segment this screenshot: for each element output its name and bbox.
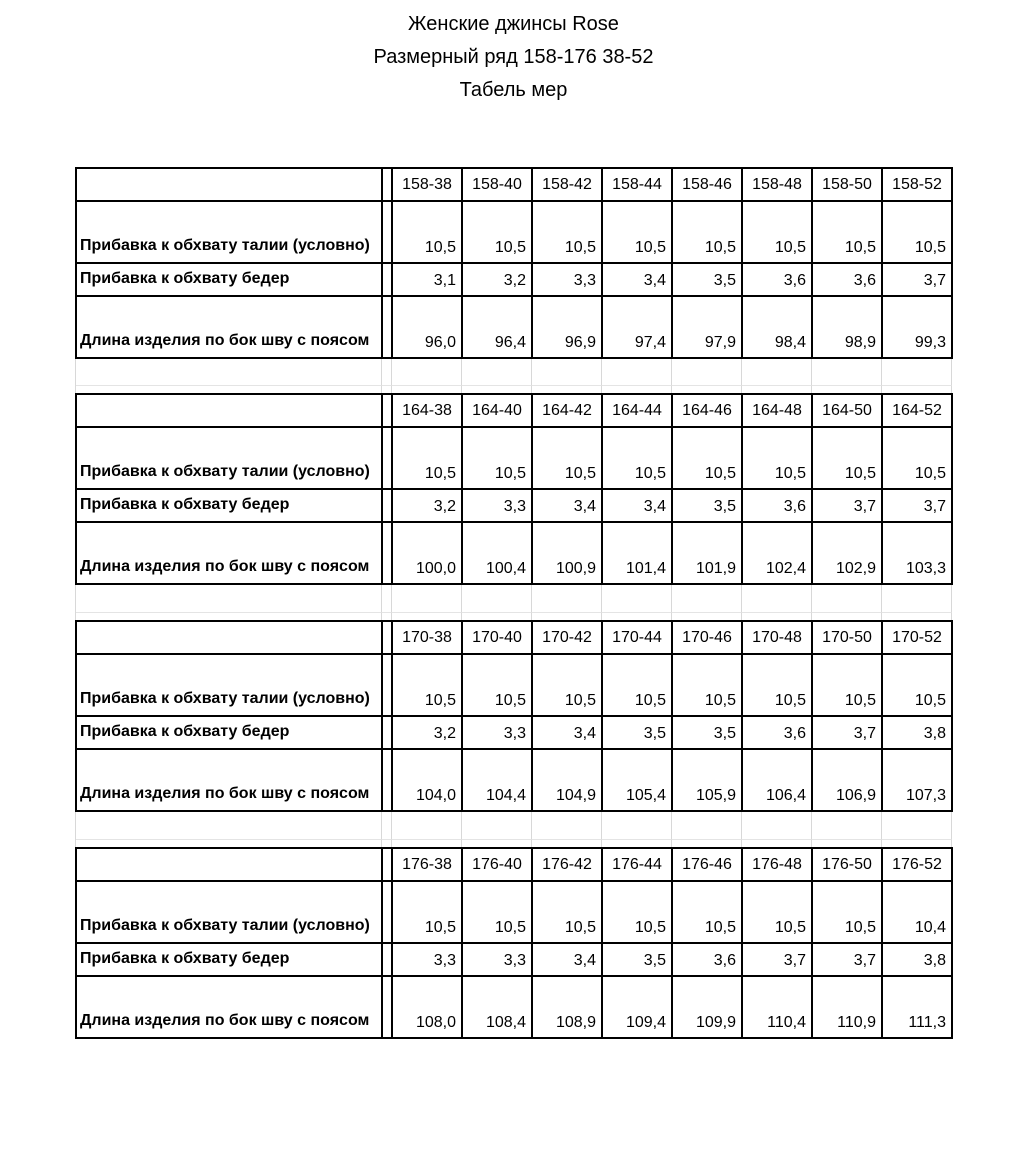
value-cell: 96,0: [393, 297, 463, 359]
gap-gridline-cell: [882, 613, 952, 620]
gap-gridline-cell: [76, 585, 382, 613]
value-cell: 3,7: [813, 717, 883, 750]
value-cell: 10,5: [883, 428, 953, 490]
gap-gridline-cell: [462, 840, 532, 847]
title-line-measure-sheet: Табель мер: [459, 79, 568, 101]
gap-gridline-cell: [382, 386, 392, 393]
size-header-cell: 158-40: [463, 169, 533, 202]
value-cell: 100,0: [393, 523, 463, 585]
value-cell: 3,6: [813, 264, 883, 297]
gap-gridline-cell: [462, 585, 532, 613]
size-header-cell: 164-52: [883, 395, 953, 428]
size-header-cell: 164-38: [393, 395, 463, 428]
value-cell: 105,9: [673, 750, 743, 812]
row-label-cell: Длина изделия по бок шву с поясом: [77, 523, 383, 585]
spacer-cell: [383, 622, 393, 655]
size-header-cell: 158-52: [883, 169, 953, 202]
row-label-cell: Длина изделия по бок шву с поясом: [77, 297, 383, 359]
value-cell: 96,4: [463, 297, 533, 359]
value-cell: 10,5: [393, 655, 463, 717]
gap-gridline-cell: [672, 812, 742, 840]
value-cell: 3,2: [393, 717, 463, 750]
gap-gridline-cell: [532, 613, 602, 620]
value-cell: 101,4: [603, 523, 673, 585]
spacer-cell: [383, 944, 393, 977]
size-header-cell: 176-38: [393, 849, 463, 882]
value-cell: 10,5: [883, 655, 953, 717]
gap-gridline-cell: [882, 386, 952, 393]
gap-gridline-cell: [462, 386, 532, 393]
gap-gridline-cell: [462, 812, 532, 840]
table-gap-gridlines: [75, 585, 952, 620]
row-label-cell: Прибавка к обхвату бедер: [77, 490, 383, 523]
gap-gridline-cell: [742, 840, 812, 847]
row-label-cell: Прибавка к обхвату бедер: [77, 717, 383, 750]
value-cell: 99,3: [883, 297, 953, 359]
size-header-cell: 176-42: [533, 849, 603, 882]
value-cell: 10,5: [743, 202, 813, 264]
value-cell: 10,5: [463, 202, 533, 264]
size-header-cell: 170-48: [743, 622, 813, 655]
spacer-cell: [383, 202, 393, 264]
value-cell: 102,9: [813, 523, 883, 585]
size-header-cell: 170-52: [883, 622, 953, 655]
value-cell: 3,2: [463, 264, 533, 297]
value-cell: 10,5: [743, 428, 813, 490]
value-cell: 3,4: [603, 490, 673, 523]
document-title: [75, 8, 952, 107]
gap-gridline-cell: [602, 359, 672, 386]
gap-gridline-cell: [742, 585, 812, 613]
value-cell: 3,6: [743, 490, 813, 523]
gap-gridline-cell: [882, 840, 952, 847]
size-header-cell: 164-48: [743, 395, 813, 428]
value-cell: 10,5: [813, 428, 883, 490]
value-cell: 108,9: [533, 977, 603, 1039]
size-header-cell: 158-48: [743, 169, 813, 202]
size-header-cell: 176-40: [463, 849, 533, 882]
value-cell: 96,9: [533, 297, 603, 359]
gap-gridline-cell: [382, 359, 392, 386]
gap-gridline-cell: [392, 585, 462, 613]
value-cell: 3,3: [463, 717, 533, 750]
gap-gridline-cell: [882, 812, 952, 840]
size-header-cell: 170-42: [533, 622, 603, 655]
value-cell: 10,5: [813, 655, 883, 717]
value-cell: 3,7: [883, 490, 953, 523]
value-cell: 10,5: [813, 882, 883, 944]
value-cell: 106,4: [743, 750, 813, 812]
size-header-cell: 170-50: [813, 622, 883, 655]
size-header-cell: 164-50: [813, 395, 883, 428]
value-cell: 10,5: [463, 655, 533, 717]
value-cell: 10,5: [673, 655, 743, 717]
gap-gridline-cell: [462, 613, 532, 620]
value-cell: 3,4: [533, 717, 603, 750]
value-cell: 10,5: [393, 428, 463, 490]
value-cell: 3,4: [603, 264, 673, 297]
header-label-cell: [77, 169, 383, 202]
gap-gridline-cell: [602, 585, 672, 613]
size-header-cell: 164-44: [603, 395, 673, 428]
value-cell: 10,5: [393, 202, 463, 264]
gap-gridline-cell: [532, 840, 602, 847]
measurement-table-164: [75, 393, 953, 585]
gap-gridline-cell: [672, 386, 742, 393]
header-label-cell: [77, 395, 383, 428]
gap-gridline-cell: [382, 840, 392, 847]
title-line-size-range: Размерный ряд 158-176 38-52: [373, 46, 654, 68]
value-cell: 10,5: [603, 428, 673, 490]
value-cell: 10,5: [673, 882, 743, 944]
gap-gridline-cell: [532, 386, 602, 393]
value-cell: 107,3: [883, 750, 953, 812]
value-cell: 3,3: [393, 944, 463, 977]
value-cell: 10,5: [673, 202, 743, 264]
gap-gridline-cell: [742, 359, 812, 386]
row-label-cell: Прибавка к обхвату талии (условно): [77, 202, 383, 264]
value-cell: 105,4: [603, 750, 673, 812]
gap-gridline-cell: [76, 613, 382, 620]
value-cell: 101,9: [673, 523, 743, 585]
gap-gridline-cell: [672, 613, 742, 620]
size-header-cell: 158-44: [603, 169, 673, 202]
gap-gridline-cell: [602, 613, 672, 620]
spacer-cell: [383, 169, 393, 202]
value-cell: 3,6: [743, 717, 813, 750]
gap-gridline-cell: [812, 386, 882, 393]
value-cell: 98,4: [743, 297, 813, 359]
value-cell: 10,5: [673, 428, 743, 490]
value-cell: 3,3: [463, 944, 533, 977]
gap-gridline-cell: [532, 812, 602, 840]
size-header-cell: 176-52: [883, 849, 953, 882]
value-cell: 10,5: [743, 655, 813, 717]
table-gap-gridlines: [75, 359, 952, 393]
value-cell: 3,3: [463, 490, 533, 523]
size-header-cell: 164-40: [463, 395, 533, 428]
gap-gridline-cell: [382, 613, 392, 620]
row-label-cell: Прибавка к обхвату талии (условно): [77, 428, 383, 490]
gap-gridline-cell: [392, 812, 462, 840]
gap-gridline-cell: [672, 359, 742, 386]
size-header-cell: 176-44: [603, 849, 673, 882]
value-cell: 3,2: [393, 490, 463, 523]
value-cell: 10,5: [533, 202, 603, 264]
value-cell: 10,5: [393, 882, 463, 944]
gap-gridline-cell: [602, 812, 672, 840]
value-cell: 109,4: [603, 977, 673, 1039]
value-cell: 10,5: [883, 202, 953, 264]
value-cell: 10,4: [883, 882, 953, 944]
row-label-cell: Длина изделия по бок шву с поясом: [77, 977, 383, 1039]
row-label-cell: Прибавка к обхвату талии (условно): [77, 655, 383, 717]
header-label-cell: [77, 622, 383, 655]
value-cell: 3,5: [673, 264, 743, 297]
value-cell: 98,9: [813, 297, 883, 359]
value-cell: 109,9: [673, 977, 743, 1039]
spacer-cell: [383, 882, 393, 944]
value-cell: 3,7: [813, 944, 883, 977]
value-cell: 10,5: [743, 882, 813, 944]
gap-gridline-cell: [76, 359, 382, 386]
value-cell: 3,6: [743, 264, 813, 297]
value-cell: 104,0: [393, 750, 463, 812]
size-header-cell: 164-46: [673, 395, 743, 428]
value-cell: 111,3: [883, 977, 953, 1039]
value-cell: 104,4: [463, 750, 533, 812]
value-cell: 110,4: [743, 977, 813, 1039]
gap-gridline-cell: [812, 585, 882, 613]
gap-gridline-cell: [76, 812, 382, 840]
gap-gridline-cell: [672, 840, 742, 847]
value-cell: 3,1: [393, 264, 463, 297]
value-cell: 3,4: [533, 490, 603, 523]
spacer-cell: [383, 428, 393, 490]
value-cell: 108,4: [463, 977, 533, 1039]
value-cell: 106,9: [813, 750, 883, 812]
gap-gridline-cell: [392, 840, 462, 847]
measurement-table-170: [75, 620, 953, 812]
gap-gridline-cell: [742, 386, 812, 393]
size-header-cell: 170-44: [603, 622, 673, 655]
gap-gridline-cell: [602, 840, 672, 847]
size-header-cell: 164-42: [533, 395, 603, 428]
value-cell: 100,4: [463, 523, 533, 585]
gap-gridline-cell: [382, 812, 392, 840]
value-cell: 108,0: [393, 977, 463, 1039]
spacer-cell: [383, 523, 393, 585]
value-cell: 102,4: [743, 523, 813, 585]
value-cell: 10,5: [463, 428, 533, 490]
spacer-cell: [383, 977, 393, 1039]
value-cell: 10,5: [533, 428, 603, 490]
measurement-table-176: [75, 847, 953, 1039]
spacer-cell: [383, 264, 393, 297]
gap-gridline-cell: [532, 359, 602, 386]
value-cell: 10,5: [603, 655, 673, 717]
spacer-cell: [383, 297, 393, 359]
title-line-product: Женские джинсы Rose: [408, 13, 619, 35]
value-cell: 3,8: [883, 717, 953, 750]
gap-gridline-cell: [382, 585, 392, 613]
value-cell: 104,9: [533, 750, 603, 812]
value-cell: 103,3: [883, 523, 953, 585]
gap-gridline-cell: [742, 613, 812, 620]
gap-gridline-cell: [742, 812, 812, 840]
value-cell: 3,3: [533, 264, 603, 297]
value-cell: 10,5: [603, 202, 673, 264]
gap-gridline-cell: [76, 386, 382, 393]
size-header-cell: 176-46: [673, 849, 743, 882]
gap-gridline-cell: [812, 359, 882, 386]
gap-gridline-cell: [392, 359, 462, 386]
gap-gridline-cell: [812, 812, 882, 840]
header-label-cell: [77, 849, 383, 882]
size-header-cell: 176-50: [813, 849, 883, 882]
row-label-cell: Прибавка к обхвату талии (условно): [77, 882, 383, 944]
gap-gridline-cell: [76, 840, 382, 847]
row-label-cell: Прибавка к обхвату бедер: [77, 264, 383, 297]
size-header-cell: 158-46: [673, 169, 743, 202]
spacer-cell: [383, 849, 393, 882]
row-label-cell: Длина изделия по бок шву с поясом: [77, 750, 383, 812]
value-cell: 97,4: [603, 297, 673, 359]
value-cell: 3,6: [673, 944, 743, 977]
spacer-cell: [383, 490, 393, 523]
value-cell: 3,5: [673, 717, 743, 750]
value-cell: 10,5: [813, 202, 883, 264]
spacer-cell: [383, 655, 393, 717]
gap-gridline-cell: [812, 840, 882, 847]
size-header-cell: 176-48: [743, 849, 813, 882]
table-gap-gridlines: [75, 812, 952, 847]
row-label-cell: Прибавка к обхвату бедер: [77, 944, 383, 977]
value-cell: 3,5: [603, 944, 673, 977]
gap-gridline-cell: [882, 359, 952, 386]
value-cell: 10,5: [603, 882, 673, 944]
value-cell: 97,9: [673, 297, 743, 359]
value-cell: 3,7: [813, 490, 883, 523]
size-header-cell: 170-40: [463, 622, 533, 655]
gap-gridline-cell: [532, 585, 602, 613]
size-header-cell: 158-42: [533, 169, 603, 202]
gap-gridline-cell: [672, 585, 742, 613]
value-cell: 10,5: [533, 655, 603, 717]
value-cell: 100,9: [533, 523, 603, 585]
value-cell: 3,7: [883, 264, 953, 297]
gap-gridline-cell: [882, 585, 952, 613]
value-cell: 10,5: [533, 882, 603, 944]
spacer-cell: [383, 750, 393, 812]
value-cell: 3,4: [533, 944, 603, 977]
gap-gridline-cell: [602, 386, 672, 393]
value-cell: 3,7: [743, 944, 813, 977]
value-cell: 10,5: [463, 882, 533, 944]
gap-gridline-cell: [462, 359, 532, 386]
measurement-table-158: [75, 167, 953, 359]
gap-gridline-cell: [812, 613, 882, 620]
gap-gridline-cell: [392, 386, 462, 393]
value-cell: 110,9: [813, 977, 883, 1039]
size-header-cell: 158-50: [813, 169, 883, 202]
gap-gridline-cell: [392, 613, 462, 620]
value-cell: 3,5: [673, 490, 743, 523]
spacer-cell: [383, 395, 393, 428]
size-header-cell: 158-38: [393, 169, 463, 202]
value-cell: 3,5: [603, 717, 673, 750]
size-header-cell: 170-38: [393, 622, 463, 655]
value-cell: 3,8: [883, 944, 953, 977]
size-header-cell: 170-46: [673, 622, 743, 655]
spacer-cell: [383, 717, 393, 750]
